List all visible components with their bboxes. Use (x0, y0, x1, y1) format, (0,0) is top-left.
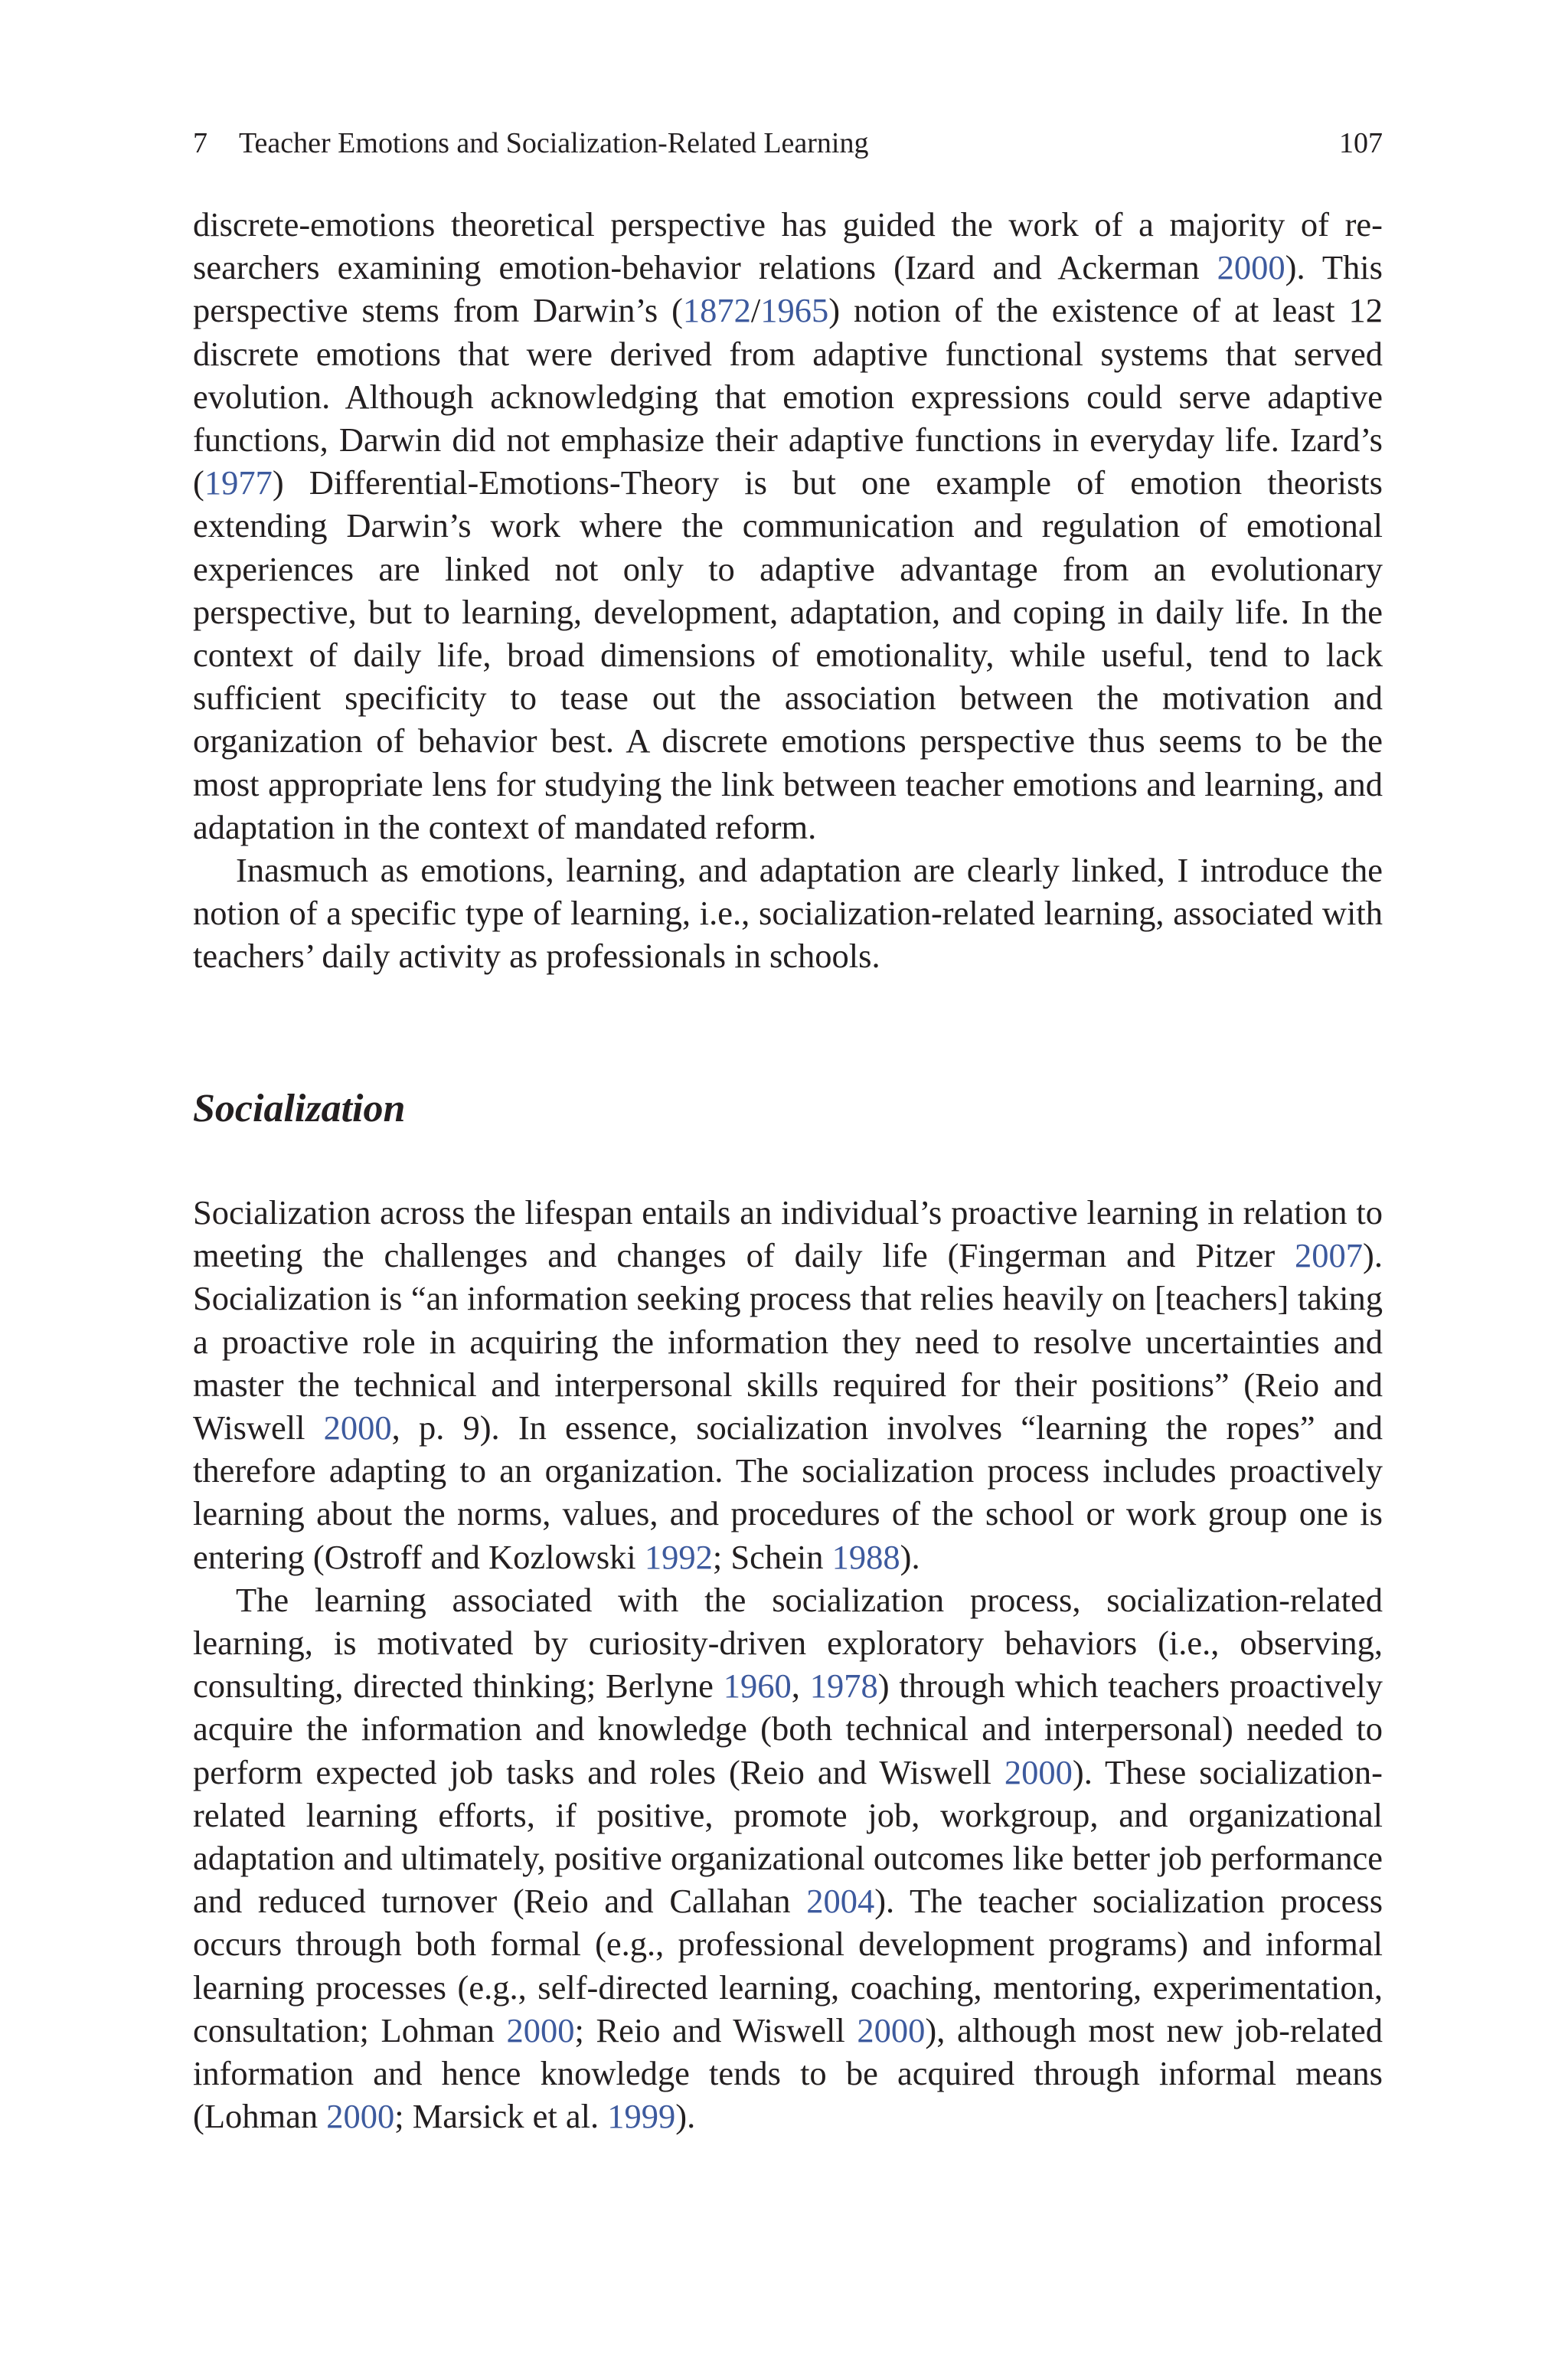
citation-link[interactable]: 1960 (723, 1667, 792, 1706)
running-head (193, 124, 1383, 162)
paragraph-socialization-lifespan (193, 1191, 1383, 1578)
text-run: , p. 9). In essence, socialization involves “learning the ropes” and therefore adapting to an organization. The socialization process includes proactively learning about the norms, values, and procedures of the school or work group one is entering (Ostroff and Kozlowski (193, 1408, 1383, 1576)
text-run: ) notion of the existence of at least 12 discrete emotions that were derived from adaptive functional systems that served evolution. Although acknowledging that emotion expressions could serve adaptive functions, Darwin did not emphasize their adaptive functions in everyday life. Izard’s ( (193, 291, 1383, 502)
section-heading-socialization: Socialization (193, 1087, 406, 1130)
text-run: ) Differential-Emotions-Theory is but one example of emotion theorists extending Darwin’s work where the communication and regulation of emotional experiences are linked not only to adaptive advantage from an evolutionary perspective, but to learning, development, adaptation, and coping in daily life. In the context of daily life, broad dimensions of emotionality, while useful, tend to lack sufficient specificity to tease out the association between the motivation and organization of behavior best. A discrete emotions perspective thus seems to be the most appropriate lens for studying the link between teacher emotions and learning, and adaptation in the context of mandated reform. (193, 463, 1383, 846)
paragraph-inasmuch (193, 849, 1383, 978)
citation-link[interactable]: 2000 (857, 2010, 926, 2049)
citation-link[interactable]: 1977 (204, 463, 273, 502)
citation-link[interactable]: 1978 (809, 1667, 878, 1706)
text-run: ) through which teachers proactively acquire the information and knowledge (both technical and interpersonal) needed to perform expected job tasks and roles (Reio and Wiswell (193, 1667, 1383, 1791)
text-run: ). This perspective stems from Darwin’s ( (193, 248, 1383, 330)
text-run: ). These socialization-related learning efforts, if positive, promote job, workgroup, and organizational adaptation and ultimately, positive organizational outcomes like better job performance and reduced turnover (Reio and Callahan (193, 1752, 1383, 1921)
book-page (193, 0, 1383, 2378)
citation-link[interactable]: 1999 (607, 2097, 676, 2136)
text-run: Socialization across the lifespan entails an individual’s proactive learning in relation to meeting the challenges and changes of daily life (Fingerman and Pitzer (193, 1193, 1383, 1275)
text-run: ; Marsick et al. (394, 2097, 608, 2136)
citation-link[interactable]: 2007 (1295, 1236, 1364, 1275)
page-number: 107 (1339, 127, 1383, 159)
paragraph-socialization-learning (193, 1578, 1383, 2138)
socialization-section (193, 1191, 1383, 2138)
text-run: discrete-emotions theoretical perspective has guided the work of a majority of researchers examining emotion-behavior relations (Izard and Ackerman (193, 205, 1383, 287)
citation-link[interactable]: 2004 (806, 1882, 875, 1921)
text-run: ). (675, 2097, 696, 2136)
citation-link[interactable]: 1872 (682, 291, 751, 330)
citation-link[interactable]: 2000 (506, 2010, 575, 2049)
text-run: , (791, 1667, 810, 1706)
text-run: / (750, 291, 761, 330)
intro-section (193, 203, 1383, 978)
text-run: The learning associated with the socialization process, socialization-related learning, is motivated by curiosity-driven exploratory behaviors (i.e., observing, consulting, directed thinking; Berlyne (193, 1580, 1383, 1706)
citation-link[interactable]: 1965 (760, 291, 829, 330)
text-run: ), although most new job-related information and hence knowledge tends to be acquired through informal means (Lohman (193, 2010, 1383, 2136)
text-run: ). Socialization is “an information seeking process that relies heavily on [teachers] taking a proactive role in acquiring the information they need to resolve uncertainties and master the technical and interpersonal skills required for their positions” (Reio and Wiswell (193, 1236, 1383, 1447)
text-run: Inasmuch as emotions, learning, and adaptation are clearly linked, I introduce the notion of a specific type of learning, i.e., socialization-related learning, associated with teachers’ daily activity as professionals in schools. (193, 851, 1383, 976)
chapter-number: 7 (193, 127, 207, 159)
citation-link[interactable]: 2000 (326, 2097, 395, 2136)
text-run: ; Schein (712, 1537, 832, 1576)
citation-link[interactable]: 2000 (1004, 1752, 1073, 1791)
citation-link[interactable]: 1992 (644, 1537, 713, 1576)
text-run: ; Reio and Wiswell (574, 2010, 858, 2049)
chapter-title: Teacher Emotions and Socialization-Related Learning (239, 127, 869, 159)
text-run: ). (900, 1537, 920, 1576)
paragraph-discrete-emotions (193, 203, 1383, 849)
citation-link[interactable]: 2000 (1217, 248, 1285, 287)
text-run: ). The teacher socialization process occurs through both formal (e.g., professional development programs) and informal learning processes (e.g., self-directed learning, coaching, mentoring, experimentation, consultation; Lohman (193, 1882, 1383, 2049)
citation-link[interactable]: 2000 (323, 1408, 392, 1447)
citation-link[interactable]: 1988 (831, 1537, 900, 1576)
